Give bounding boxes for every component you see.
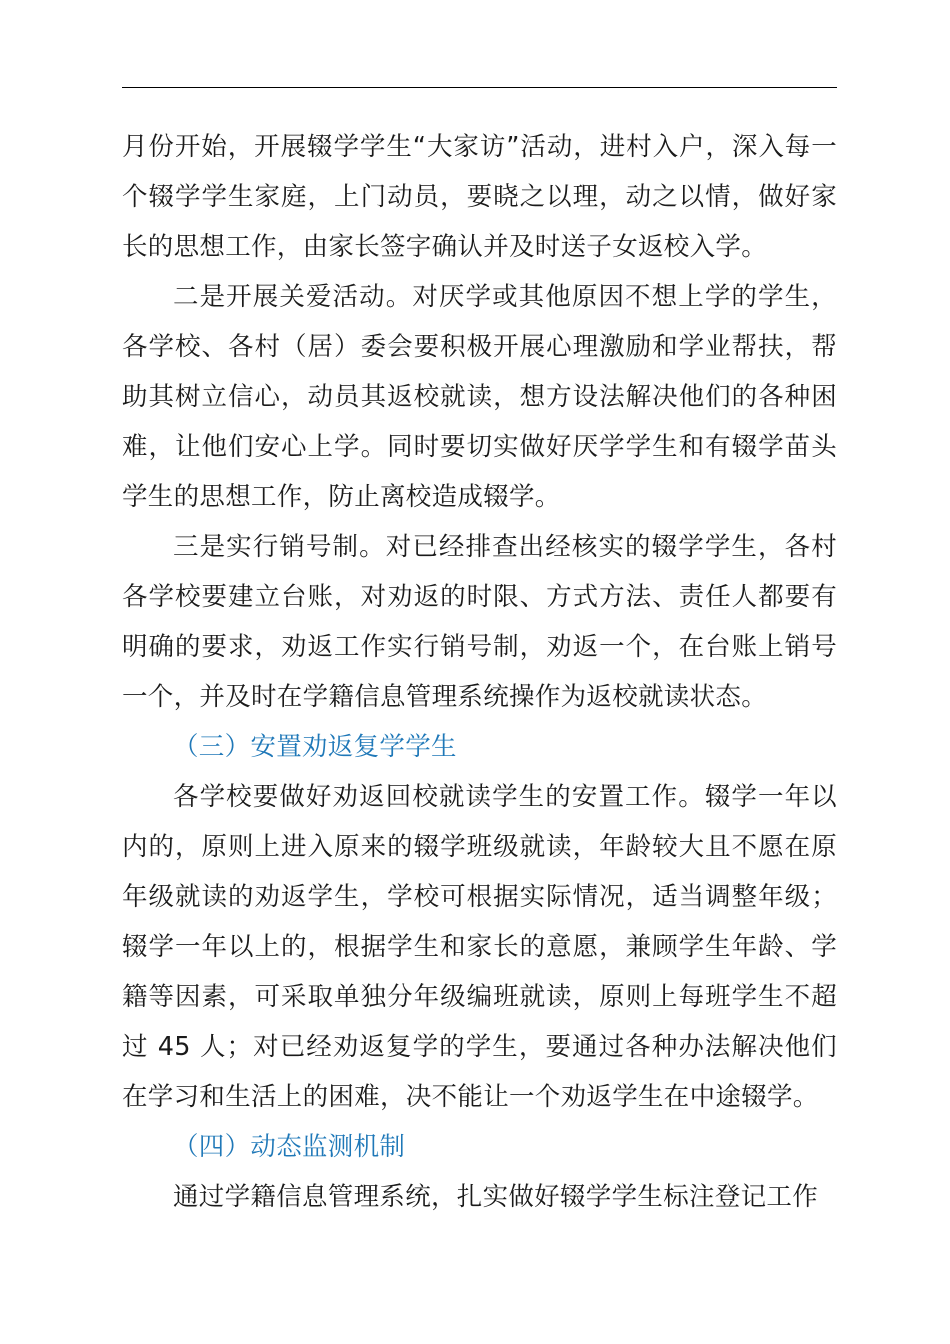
paragraph-care-activities: 二是开展关爱活动。对厌学或其他原因不想上学的学生，各学校、各村（居）委会要积极开展心理激励和学业帮扶，帮助其树立信心，动员其返校就读，想方设法解决他们的各种困难，让他们安心上学。同时要切实做好厌学学生和有辍学苗头学生的思想工作，防止离校造成辍学。	[122, 282, 837, 512]
section-heading-4: （四）动态监测机制	[173, 1132, 406, 1162]
paragraph-placement: 各学校要做好劝返回校就读学生的安置工作。辍学一年以内的，原则上进入原来的辍学班级就读，年龄较大且不愿在原年级就读的劝返学生，学校可根据实际情况，适当调整年级；辍学一年以上的，根据学生和家长的意愿，兼顾学生年龄、学籍等因素，可采取单独分年级编班就读，原则上每班学生不超过 45 人；对已经劝返复学的学生，要通过各种办法解决他们在学习和生活上的困难，决不能让一个劝返学生在中途辍学。	[122, 782, 837, 1112]
paragraph-continued: 月份开始，开展辍学学生“大家访”活动，进村入户，深入每一个辍学学生家庭，上门动员，要晓之以理，动之以情，做好家长的思想工作，由家长签字确认并及时送子女返校入学。	[122, 132, 837, 262]
paragraph-cancellation-system: 三是实行销号制。对已经排查出经核实的辍学学生，各村各学校要建立台账，对劝返的时限、方式方法、责任人都要有明确的要求，劝返工作实行销号制，劝返一个，在台账上销号一个，并及时在学籍信息管理系统操作为返校就读状态。	[122, 532, 837, 712]
document-body	[122, 122, 837, 1222]
section-heading-3: （三）安置劝返复学学生	[173, 732, 457, 762]
paragraph-monitoring: 通过学籍信息管理系统，扎实做好辍学学生标注登记工作	[173, 1182, 819, 1212]
header-rule	[122, 87, 837, 88]
